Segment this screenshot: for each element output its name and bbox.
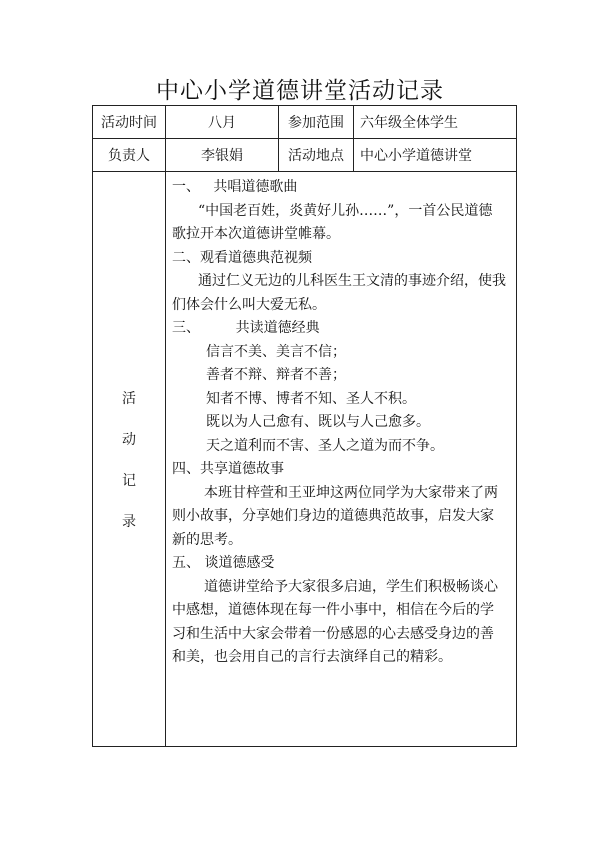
record-side-label	[93, 172, 166, 747]
record-body	[166, 172, 517, 747]
section-2-text: 通过仁义无边的儿科医生王文清的事迹介绍，使我们体会什么叫大爱无私。	[172, 273, 506, 313]
classic-line: 天之道利而不害、圣人之道为而不争。	[206, 437, 444, 454]
place-value: 中心小学道德讲堂	[354, 139, 517, 172]
side-char: 动	[122, 431, 136, 448]
leader-label: 负责人	[93, 139, 166, 172]
section-5-text: 道德讲堂给予大家很多启迪，学生们积极畅谈心中感想，道德体现在每一件小事中，相信在今后的学习和生活中大家会带着一份感恩的心去感受身边的善和美，也会用自己的言行去演绎自己的精彩。	[172, 578, 498, 665]
section-1-heading: 一、 共唱道德歌曲	[172, 179, 298, 195]
leader-value: 李银娟	[166, 139, 279, 172]
time-label: 活动时间	[93, 106, 166, 139]
time-value: 八月	[166, 106, 279, 139]
place-label: 活动地点	[279, 139, 354, 172]
classic-line: 信言不美、美言不信；	[206, 343, 346, 360]
scope-label: 参加范围	[279, 106, 354, 139]
section-3-heading: 三、 共读道德经典	[172, 320, 320, 336]
header-row-time	[93, 106, 517, 139]
header-row-leader	[93, 139, 517, 172]
side-char: 记	[122, 472, 136, 489]
section-2-heading: 二、观看道德典范视频	[172, 249, 312, 266]
section-1-text: “中国老百姓，炎黄好儿孙……”，一首公民道德歌拉开本次道德讲堂帷幕。	[172, 202, 493, 242]
classic-line: 善者不辩、辩者不善；	[206, 367, 346, 383]
side-char: 活	[122, 390, 136, 407]
classic-line: 知者不博、博者不知、圣人不积。	[206, 390, 416, 407]
page-title: 中心小学道德讲堂活动记录	[156, 78, 444, 104]
record-row	[93, 172, 517, 747]
section-4-heading: 四、共享道德故事	[172, 461, 284, 477]
activity-record-table	[92, 105, 517, 747]
side-char: 录	[122, 513, 136, 530]
section-5-heading: 五、 谈道德感受	[172, 555, 275, 571]
classic-line: 既以为人己愈有、既以与人己愈多。	[206, 414, 430, 430]
section-4-text: 本班甘梓萱和王亚坤这两位同学为大家带来了两则小故事，分享她们身边的道德典范故事，启发大家新的思考。	[172, 484, 498, 548]
scope-value: 六年级全体学生	[354, 106, 517, 139]
